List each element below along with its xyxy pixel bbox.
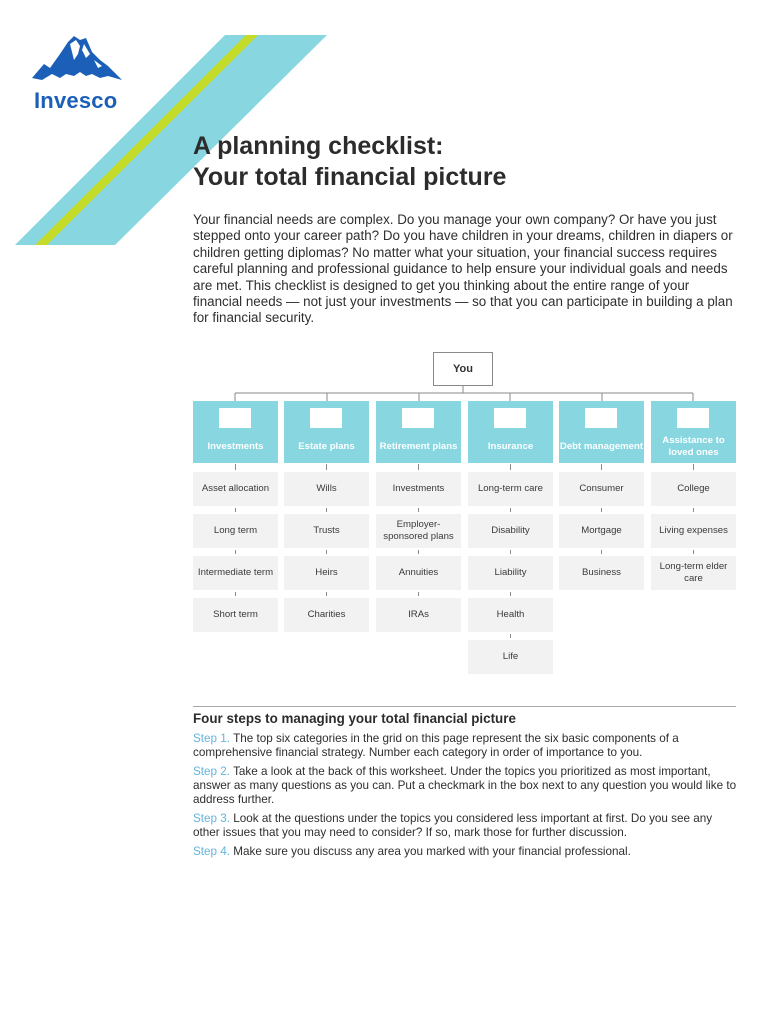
category-item: Long term: [193, 514, 278, 548]
category-label: Debt management: [559, 441, 644, 452]
step-4-text: Make sure you discuss any area you marked with your financial professional.: [233, 845, 631, 858]
category-item: Asset allocation: [193, 472, 278, 506]
category-label: Investments: [207, 441, 264, 452]
step-1: [193, 732, 738, 760]
category-item: Investments: [376, 472, 461, 506]
category-box: [651, 401, 736, 463]
category-item: Liability: [468, 556, 553, 590]
mountain-logo-icon: [30, 30, 126, 90]
category-rank-box[interactable]: [494, 408, 526, 428]
category-rank-box[interactable]: [677, 408, 709, 428]
category-item: Short term: [193, 598, 278, 632]
category-item: Mortgage: [559, 514, 644, 548]
category-item: Employer-sponsored plans: [376, 514, 461, 548]
step-1-label: Step 1.: [193, 732, 231, 745]
category-item: Living expenses: [651, 514, 736, 548]
category-item: IRAs: [376, 598, 461, 632]
steps-divider: [193, 706, 736, 707]
category-item: Life: [468, 640, 553, 674]
category-item: Health: [468, 598, 553, 632]
step-3: [193, 812, 738, 840]
category-item: Charities: [284, 598, 369, 632]
category-box: [376, 401, 461, 463]
step-3-text: Look at the questions under the topics you considered less important at first. Do you see any other issues that you may need to consider? If so, mark those for further discussion.: [193, 812, 713, 839]
category-item: Long-term elder care: [651, 556, 736, 590]
step-1-text: The top six categories in the grid on this page represent the six basic components of a comprehensive financial strategy. Number each category in order of importance to you.: [193, 732, 679, 759]
category-label: Insurance: [487, 441, 534, 452]
category-box: [193, 401, 278, 463]
step-4: [193, 845, 738, 859]
category-label: Assistance to loved ones: [662, 435, 725, 458]
category-item: Trusts: [284, 514, 369, 548]
category-rank-box[interactable]: [402, 408, 434, 428]
category-item: College: [651, 472, 736, 506]
title-line-1: A planning checklist:: [193, 132, 444, 160]
step-2-label: Step 2.: [193, 765, 231, 778]
category-item: Intermediate term: [193, 556, 278, 590]
category-item: Consumer: [559, 472, 644, 506]
category-item: Wills: [284, 472, 369, 506]
chart-root-you: You: [433, 352, 493, 386]
page-title: [193, 131, 506, 193]
step-2: [193, 765, 738, 807]
brand-name: Invesco: [34, 88, 118, 113]
category-label: Estate plans: [298, 441, 355, 452]
title-line-2: Your total financial picture: [193, 163, 507, 191]
category-item: Annuities: [376, 556, 461, 590]
category-rank-box[interactable]: [310, 408, 342, 428]
category-box: [284, 401, 369, 463]
category-rank-box[interactable]: [585, 408, 617, 428]
category-rank-box[interactable]: [219, 408, 251, 428]
category-label: Retirement plans: [379, 441, 458, 452]
steps-heading: Four steps to managing your total financial picture: [193, 711, 516, 726]
category-item: Heirs: [284, 556, 369, 590]
category-box: [468, 401, 553, 463]
step-3-label: Step 3.: [193, 812, 231, 825]
category-box: [559, 401, 644, 463]
intro-paragraph: Your financial needs are complex. Do you manage your own company? Or have you just stepped onto your career path? Do you have children in your dreams, children in diapers or children getting diplomas? No matter what your situation, your financial success requires careful planning and professional guidance to help ensure your individual goals and needs are met. This checklist is designed to get you thinking about the entire range of your financial needs — not just your investments — so that you can participate in building a plan for financial security.: [193, 212, 733, 326]
step-2-text: Take a look at the back of this worksheet. Under the topics you prioritized as most important, answer as many questions as you can. Put a checkmark in the box next to any question you would like to address further.: [193, 765, 737, 806]
category-item: Disability: [468, 514, 553, 548]
step-4-label: Step 4.: [193, 845, 231, 858]
category-item: Long-term care: [468, 472, 553, 506]
category-item: Business: [559, 556, 644, 590]
